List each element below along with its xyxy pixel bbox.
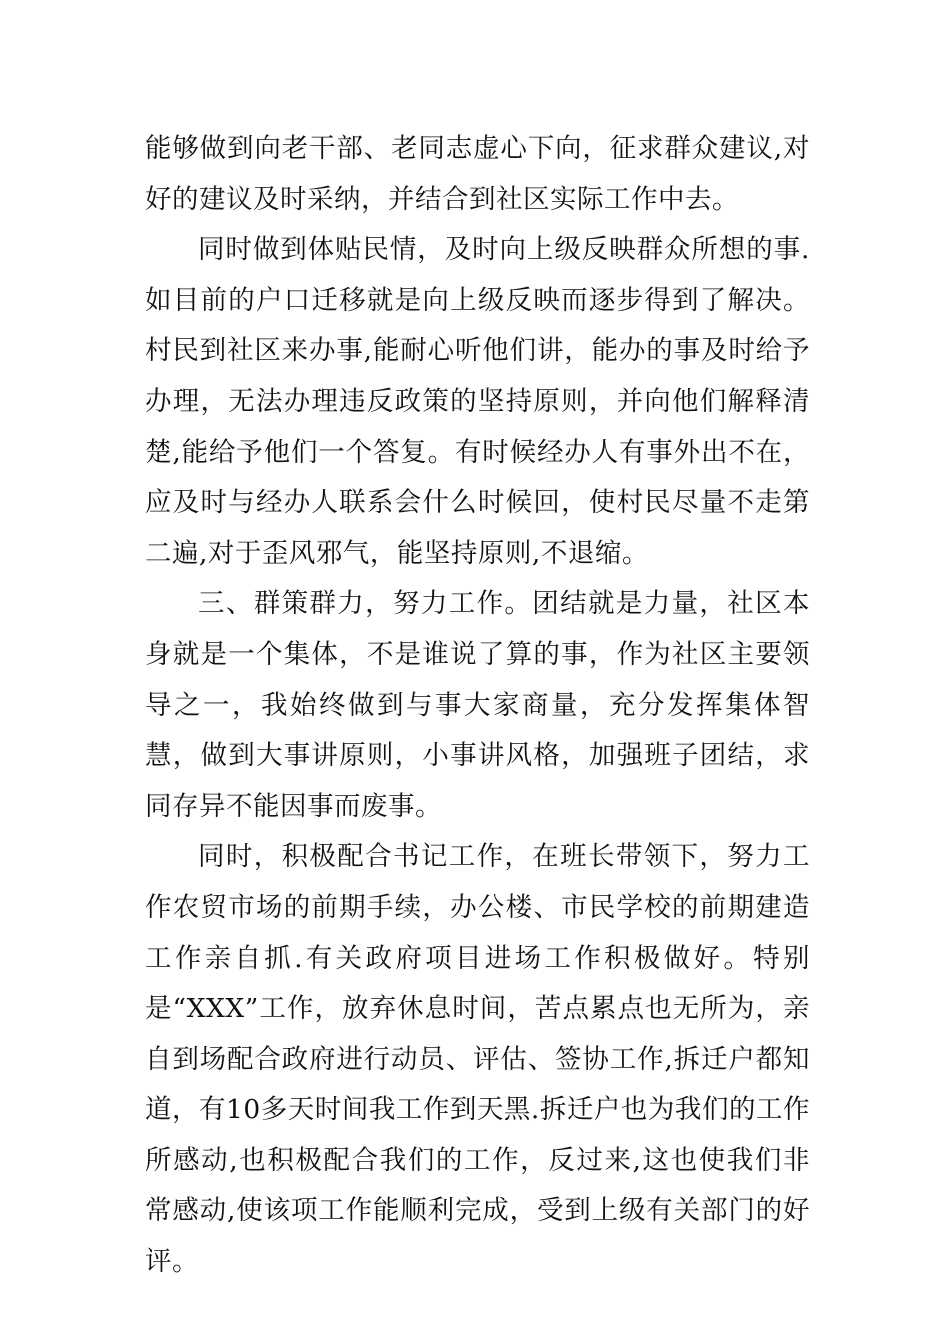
paragraph-continuation: 能够做到向老干部、老同志虚心下向，征求群众建议,对好的建议及时采纳，并结合到社区实际工作中去。	[145, 133, 810, 215]
paragraph-teamwork: 三、群策群力，努力工作。团结就是力量，社区本身就是一个集体，不是谁说了算的事，作为社区主要领导之一，我始终做到与事大家商量，充分发挥集体智慧，做到大事讲原则，小事讲风格，加强班子团结，求同存异不能因事而废事。	[145, 588, 810, 822]
document-body	[145, 124, 810, 1288]
paragraph-public-sentiment: 同时做到体贴民情，及时向上级反映群众所想的事.如目前的户口迁移就是向上级反映而逐步得到了解决。村民到社区来办事,能耐心听他们讲，能办的事及时给予办理，无法办理违反政策的坚持原则，并向他们解释清楚,能给予他们一个答复。有时候经办人有事外出不在，应及时与经办人联系会什么时候回，使村民尽量不走第二遍,对于歪风邪气，能坚持原则,不退缩。	[145, 234, 810, 569]
paragraph-cooperation: 同时，积极配合书记工作，在班长带领下，努力工作农贸市场的前期手续，办公楼、市民学校的前期建造工作亲自抓.有关政府项目进场工作积极做好。特别是“XXX”工作，放弃休息时间，苦点累点也无所为，亲自到场配合政府进行动员、评估、签协工作,拆迁户都知道，有10多天时间我工作到天黑.拆迁户也为我们的工作所感动,也积极配合我们的工作，反过来,这也使我们非常感动,使该项工作能顺利完成，受到上级有关部门的好评。	[145, 841, 810, 1278]
